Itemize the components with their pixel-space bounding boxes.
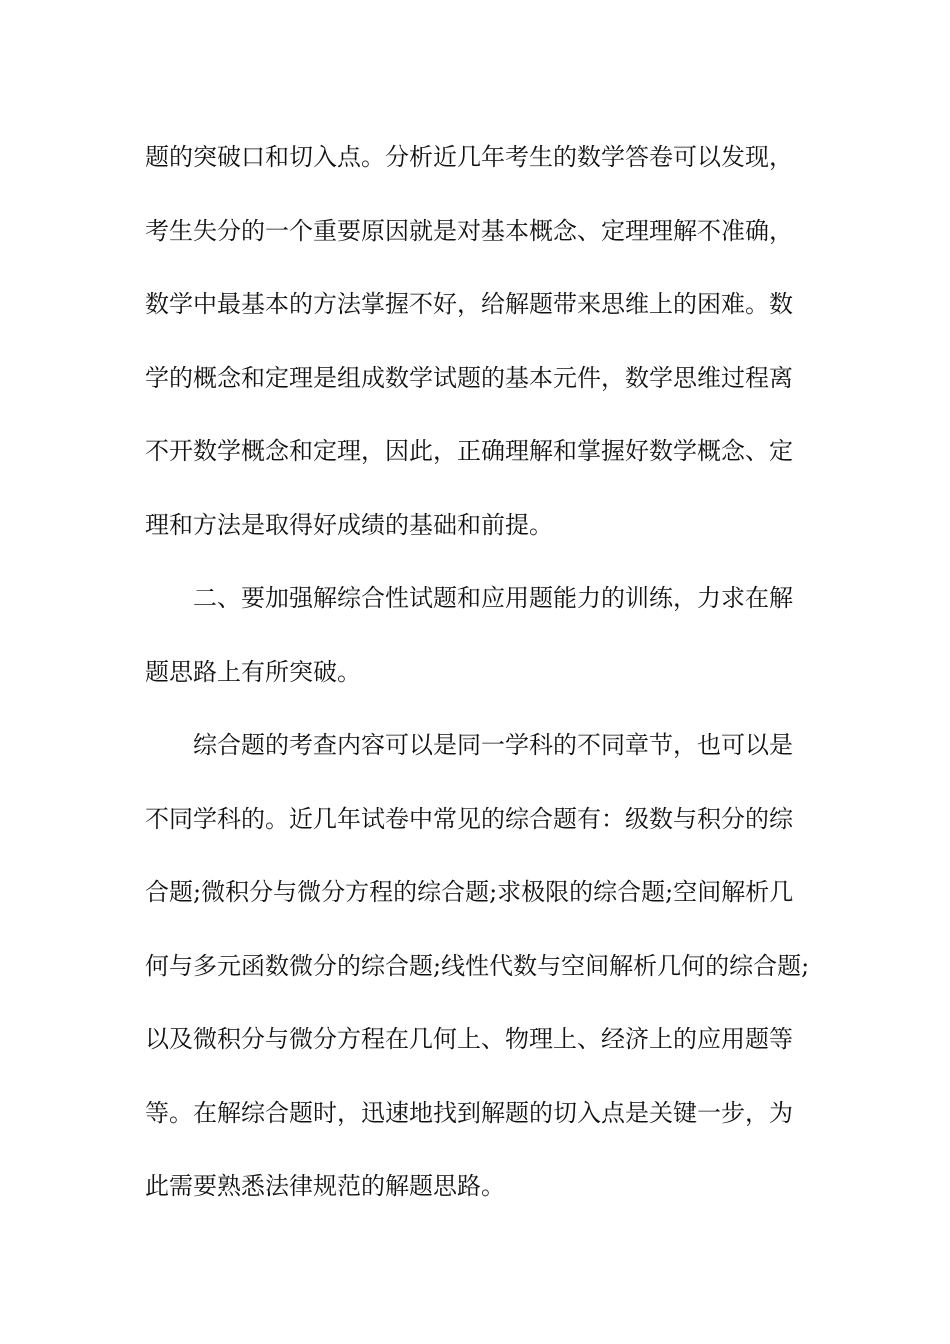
text-line: 何与多元函数微分的综合题;线性代数与空间解析几何的综合题; [145, 951, 810, 980]
document-body [145, 133, 817, 1236]
text-line: 不同学科的。近几年试卷中常见的综合题有：级数与积分的综 [145, 804, 793, 833]
text-line: 理和方法是取得好成绩的基础和前提。 [145, 510, 553, 539]
text-line: 等。在解综合题时，迅速地找到解题的切入点是关键一步，为 [145, 1098, 793, 1127]
text-line: 数学中最基本的方法掌握不好，给解题带来思维上的困难。数 [145, 290, 793, 318]
text-line: 题的突破口和切入点。分析近几年考生的数学答卷可以发现， [145, 143, 793, 171]
text-line: 此需要熟悉法律规范的解题思路。 [145, 1172, 505, 1200]
section-heading-line: 二、要加强解综合性试题和应用题能力的训练，力求在解 [193, 584, 793, 612]
text-line: 学的概念和定理是组成数学试题的基本元件，数学思维过程离 [145, 363, 793, 392]
text-line: 以及微积分与微分方程在几何上、物理上、经济上的应用题等 [145, 1025, 793, 1053]
text-line: 不开数学概念和定理，因此，正确理解和掌握好数学概念、定 [145, 437, 793, 465]
section-heading-line: 题思路上有所突破。 [145, 657, 361, 686]
text-line: 考生失分的一个重要原因就是对基本概念、定理理解不准确， [145, 216, 793, 245]
text-line: 合题;微积分与微分方程的综合题;求极限的综合题;空间解析几 [145, 878, 794, 906]
text-line: 综合题的考查内容可以是同一学科的不同章节，也可以是 [193, 731, 793, 759]
